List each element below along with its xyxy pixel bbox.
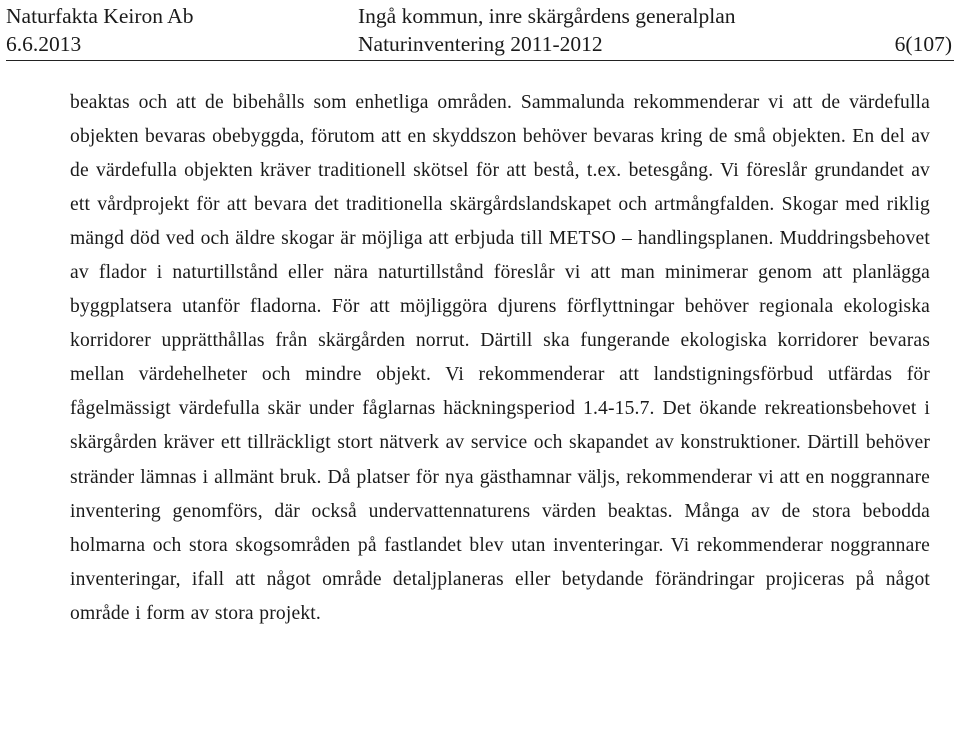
body-paragraph: beaktas och att de bibehålls som enhetliga områden. Sammalunda rekommenderar vi att de värdefulla objekten bevaras obebyggda, förutom att en skyddszon behöver bevaras kring de små objekten. En del av de värdefulla objekten kräver traditionell skötsel för att bestå, t.ex. betesgång. Vi föreslår grundandet av ett vårdprojekt för att bevara det traditionella skärgårdslandskapet och artmångfalden. Skogar med riklig mängd död ved och äldre skogar är möjliga att erbjuda till METSO – handlingsplanen. Muddringsbehovet av flador i naturtillstånd eller nära naturtillstånd föreslår vi att man minimerar genom att planlägga byggplatsera utanför fladorna. För att möjliggöra djurens förflyttningar behöver regionala ekologiska korridorer upprätthållas från skärgården norrut. Därtill ska fungerande ekologiska korridorer bevaras mellan värdehelheter och mindre objekt. Vi rekommenderar att landstigningsförbud utfärdas för fågelmässigt värdefulla skär under fåglarnas häckningsperiod 1.4-15.7. Det ökande rekreationsbehovet i skärgården kräver ett tillräckligt stort nätverk av service och skapandet av konstruktioner. Därtill behöver stränder lämnas i allmänt bruk. Då platser för nya gästhamnar väljs, rekommenderar vi att en noggrannare inventering genomförs, där också undervattennaturens värden beaktas. Många av de stora bebodda holmarna och stora skogsområden på fastlandet blev utan inventeringar. Vi rekommenderar noggrannare inventeringar, ifall att något område detaljplaneras eller betydande förändringar projiceras på något område i form av stora projekt. [70,92,930,624]
page-number: 6(107) [894,32,952,56]
header-divider [6,60,954,61]
document-subtitle: Naturinventering 2011-2012 [358,32,603,56]
header-center [358,2,828,58]
document-title: Ingå kommun, inre skärgårdens generalplan [358,4,736,28]
header-left [6,2,346,58]
document-date: 6.6.2013 [6,32,82,56]
page-header [6,2,952,60]
organization-name: Naturfakta Keiron Ab [6,4,194,28]
